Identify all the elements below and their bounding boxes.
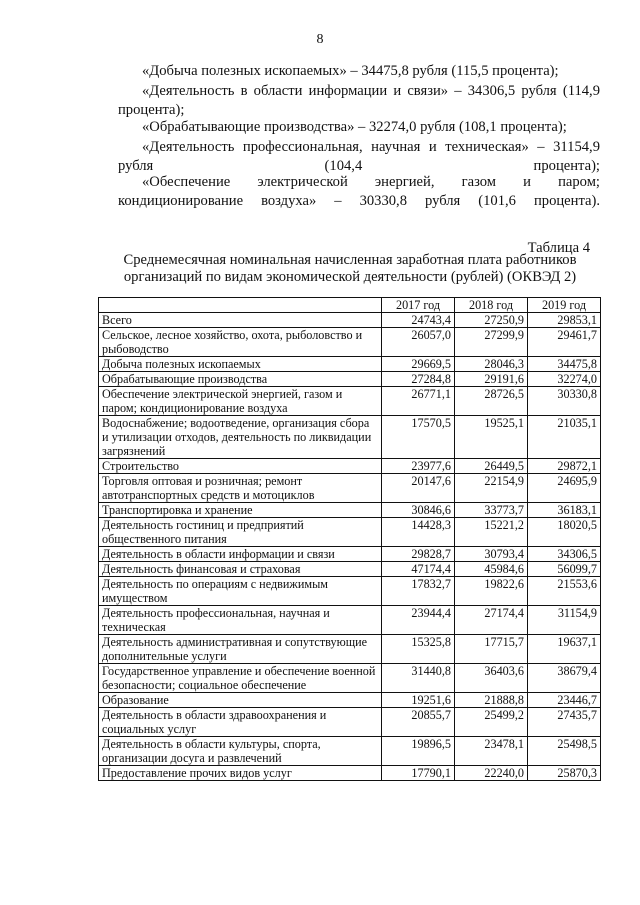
- value-2017-cell: 19251,6: [382, 693, 455, 708]
- activity-cell: Деятельность в области информации и связи: [99, 547, 382, 562]
- header-2017: 2017 год: [382, 298, 455, 313]
- table-row: [99, 737, 601, 766]
- activity-cell: Водоснабжение; водоотведение, организация сбора и утилизации отходов, деятельность по ликвидации загрязнений: [99, 416, 382, 459]
- activity-cell: Сельское, лесное хозяйство, охота, рыболовство и рыбоводство: [99, 328, 382, 357]
- value-2018-cell: 33773,7: [455, 503, 528, 518]
- value-2019-cell: 25870,3: [528, 766, 601, 781]
- table-row: [99, 372, 601, 387]
- table-header-row: [99, 298, 601, 313]
- value-2018-cell: 17715,7: [455, 635, 528, 664]
- value-2018-cell: 21888,8: [455, 693, 528, 708]
- activity-cell: Деятельность профессиональная, научная и техническая: [99, 606, 382, 635]
- activity-cell: Деятельность финансовая и страховая: [99, 562, 382, 577]
- value-2017-cell: 23944,4: [382, 606, 455, 635]
- value-2019-cell: 18020,5: [528, 518, 601, 547]
- activity-cell: Предоставление прочих видов услуг: [99, 766, 382, 781]
- value-2018-cell: 15221,2: [455, 518, 528, 547]
- value-2017-cell: 15325,8: [382, 635, 455, 664]
- activity-cell: Транспортировка и хранение: [99, 503, 382, 518]
- table-row: [99, 416, 601, 459]
- table-title: Среднемесячная номинальная начисленная заработная плата работников организаций по видам экономической деятельности (рублей) (ОКВЭД 2): [123, 252, 577, 285]
- paragraph-professional: [118, 138, 600, 176]
- paragraph-mining: [118, 62, 600, 81]
- activity-cell: Деятельность по операциям с недвижимым имуществом: [99, 577, 382, 606]
- value-2019-cell: 23446,7: [528, 693, 601, 708]
- activity-cell: Всего: [99, 313, 382, 328]
- table-row: [99, 503, 601, 518]
- value-2018-cell: 19525,1: [455, 416, 528, 459]
- table-row: [99, 328, 601, 357]
- value-2017-cell: 17570,5: [382, 416, 455, 459]
- activity-cell: Деятельность административная и сопутствующие дополнительные услуги: [99, 635, 382, 664]
- value-2018-cell: 36403,6: [455, 664, 528, 693]
- value-2017-cell: 31440,8: [382, 664, 455, 693]
- value-2018-cell: 22154,9: [455, 474, 528, 503]
- activity-cell: Обеспечение электрической энергией, газом и паром; кондиционирование воздуха: [99, 387, 382, 416]
- header-2019: 2019 год: [528, 298, 601, 313]
- activity-cell: Деятельность в области культуры, спорта, организации досуга и развлечений: [99, 737, 382, 766]
- table-row: [99, 547, 601, 562]
- activity-cell: Строительство: [99, 459, 382, 474]
- value-2017-cell: 14428,3: [382, 518, 455, 547]
- value-2018-cell: 29191,6: [455, 372, 528, 387]
- value-2019-cell: 25498,5: [528, 737, 601, 766]
- salary-table: [98, 297, 601, 781]
- value-2019-cell: 29853,1: [528, 313, 601, 328]
- value-2018-cell: 28726,5: [455, 387, 528, 416]
- value-2018-cell: 27250,9: [455, 313, 528, 328]
- paragraph-it: [118, 82, 600, 120]
- header-2018: 2018 год: [455, 298, 528, 313]
- value-2019-cell: 21035,1: [528, 416, 601, 459]
- value-2018-cell: 23478,1: [455, 737, 528, 766]
- value-2019-cell: 30330,8: [528, 387, 601, 416]
- paragraph-text: «Деятельность в области информации и связи» – 34306,5 рубля (114,9 процента);: [118, 83, 600, 118]
- value-2019-cell: 56099,7: [528, 562, 601, 577]
- value-2017-cell: 26057,0: [382, 328, 455, 357]
- value-2017-cell: 29669,5: [382, 357, 455, 372]
- value-2017-cell: 20855,7: [382, 708, 455, 737]
- value-2017-cell: 47174,4: [382, 562, 455, 577]
- table-row: [99, 577, 601, 606]
- value-2019-cell: 19637,1: [528, 635, 601, 664]
- activity-cell: Государственное управление и обеспечение военной безопасности; социальное обеспечение: [99, 664, 382, 693]
- value-2019-cell: 29872,1: [528, 459, 601, 474]
- value-2018-cell: 27174,4: [455, 606, 528, 635]
- header-activity: [99, 298, 382, 313]
- value-2017-cell: 17790,1: [382, 766, 455, 781]
- paragraph-text: «Добыча полезных ископаемых» – 34475,8 рубля (115,5 процента);: [142, 63, 559, 79]
- value-2018-cell: 28046,3: [455, 357, 528, 372]
- value-2019-cell: 31154,9: [528, 606, 601, 635]
- value-2017-cell: 29828,7: [382, 547, 455, 562]
- value-2017-cell: 20147,6: [382, 474, 455, 503]
- value-2019-cell: 21553,6: [528, 577, 601, 606]
- table-row: [99, 635, 601, 664]
- value-2017-cell: 17832,7: [382, 577, 455, 606]
- paragraph-energy: [118, 173, 600, 211]
- table-row: [99, 562, 601, 577]
- activity-cell: Обрабатывающие производства: [99, 372, 382, 387]
- activity-cell: Деятельность гостиниц и предприятий общественного питания: [99, 518, 382, 547]
- value-2018-cell: 45984,6: [455, 562, 528, 577]
- table-row: [99, 387, 601, 416]
- value-2017-cell: 30846,6: [382, 503, 455, 518]
- value-2019-cell: 34306,5: [528, 547, 601, 562]
- activity-cell: Образование: [99, 693, 382, 708]
- value-2019-cell: 27435,7: [528, 708, 601, 737]
- paragraph-text: «Обеспечение электрической энергией, газом и паром; кондиционирование воздуха» – 30330,8 рубля (101,6 процента).: [118, 174, 600, 209]
- value-2019-cell: 34475,8: [528, 357, 601, 372]
- table-row: [99, 766, 601, 781]
- paragraph-manufacturing: [118, 118, 600, 137]
- value-2019-cell: 36183,1: [528, 503, 601, 518]
- activity-cell: Добыча полезных ископаемых: [99, 357, 382, 372]
- value-2019-cell: 32274,0: [528, 372, 601, 387]
- table-row: [99, 459, 601, 474]
- table-row: [99, 693, 601, 708]
- activity-cell: Деятельность в области здравоохранения и социальных услуг: [99, 708, 382, 737]
- value-2018-cell: 27299,9: [455, 328, 528, 357]
- table-row: [99, 474, 601, 503]
- value-2019-cell: 24695,9: [528, 474, 601, 503]
- value-2018-cell: 26449,5: [455, 459, 528, 474]
- value-2019-cell: 38679,4: [528, 664, 601, 693]
- value-2018-cell: 25499,2: [455, 708, 528, 737]
- table-row: [99, 606, 601, 635]
- table-caption: Таблица 4: [527, 240, 590, 256]
- table-row: [99, 313, 601, 328]
- activity-cell: Торговля оптовая и розничная; ремонт автотранспортных средств и мотоциклов: [99, 474, 382, 503]
- value-2018-cell: 30793,4: [455, 547, 528, 562]
- paragraph-text: «Деятельность профессиональная, научная и техническая» – 31154,9 рубля (104,4 процента);: [118, 139, 600, 174]
- paragraph-text: «Обрабатывающие производства» – 32274,0 рубля (108,1 процента);: [142, 119, 567, 135]
- page-number: 8: [316, 32, 324, 47]
- value-2017-cell: 23977,6: [382, 459, 455, 474]
- table-row: [99, 357, 601, 372]
- value-2017-cell: 19896,5: [382, 737, 455, 766]
- value-2018-cell: 19822,6: [455, 577, 528, 606]
- value-2017-cell: 27284,8: [382, 372, 455, 387]
- value-2019-cell: 29461,7: [528, 328, 601, 357]
- table-row: [99, 708, 601, 737]
- table-row: [99, 664, 601, 693]
- value-2017-cell: 24743,4: [382, 313, 455, 328]
- table-row: [99, 518, 601, 547]
- value-2018-cell: 22240,0: [455, 766, 528, 781]
- value-2017-cell: 26771,1: [382, 387, 455, 416]
